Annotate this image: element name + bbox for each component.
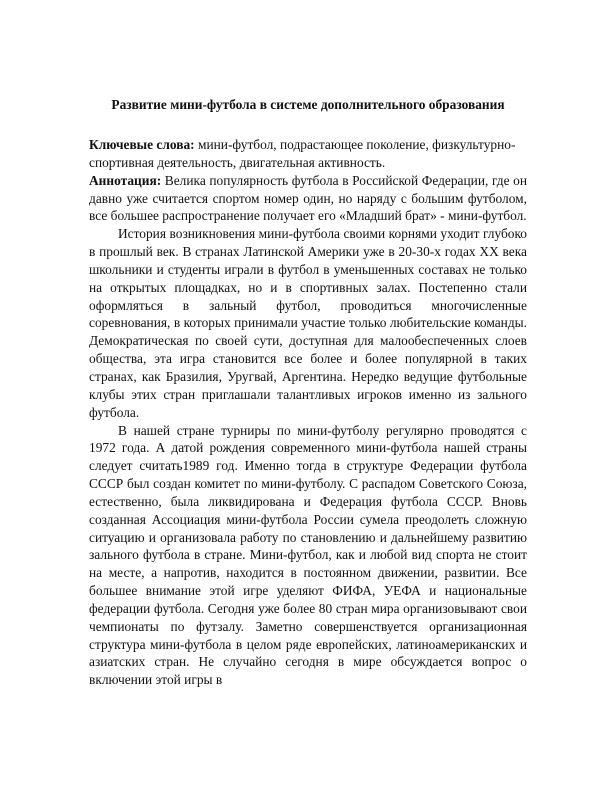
abstract-paragraph — [89, 172, 527, 226]
keywords-label: Ключевые слова: — [89, 137, 195, 152]
document-title: Развитие мини-футбола в системе дополнительного образования — [111, 97, 505, 112]
abstract-label: Аннотация: — [89, 172, 162, 188]
body-paragraph-history: История возникновения мини-футбола своими корнями уходит глубоко в прошлый век. В странах Латинской Америки уже в 20-30-х годах XX века школьники и студенты играли в футбол в уменьшенных составах не только на открытых площадках, но и в спортивных залах. Постепенно стали оформляться в зальный футбол, проводиться многочисленные соревнования, в которых принимали участие только любительские команды. Демократическая по своей сути, доступная для малообеспеченных слоев общества, эта игра становится все более и более популярной в таких странах, как Бразилия, Уругвай, Аргентина. Нередко ведущие футбольные клубы этих стран приглашали талантливых игроков именно из зального футбола. — [89, 226, 527, 420]
abstract-text: Велика популярность футбола в Российской Федерации, где он давно уже считается спортом номер один, но наряду с большим футболом, все большее распространение получает его «Младший брат» - мини-футбол. — [89, 172, 527, 224]
document-body — [89, 97, 527, 689]
body-paragraph-russia: В нашей стране турниры по мини-футболу регулярно проводятся с 1972 года. А датой рождения современного мини-футбола нашей страны следует считать1989 год. Именно тогда в структуре Федерации футбола СССР был создан комитет по мини-футболу. С распадом Советского Союза, естественно, была ликвидирована и Федерация футбола СССР. Вновь созданная Ассоциация мини-футбола России сумела преодолеть сложную ситуацию и организовала работу по становлению и дальнейшему развитию зального футбола в стране. Мини-футбол, как и любой вид спорта не стоит на месте, а напротив, находится в постоянном движении, развитии. Все большее внимание этой игре уделяют ФИФА, УЕФА и национальные федерации футбола. Сегодня уже более 80 стран мира организовывают свои чемпионаты по футзалу. Заметно совершенствуется организационная структура мини-футбола в целом ряде европейских, латиноамериканских и азиатских стран. Не случайно сегодня в мире обсуждается вопрос о включении этой игры в — [89, 422, 527, 688]
keywords-text: мини-футбол, подрастающее поколение, физкультурно-спортивная деятельность, двигательная активность. — [89, 137, 516, 170]
keywords-paragraph — [89, 136, 527, 172]
